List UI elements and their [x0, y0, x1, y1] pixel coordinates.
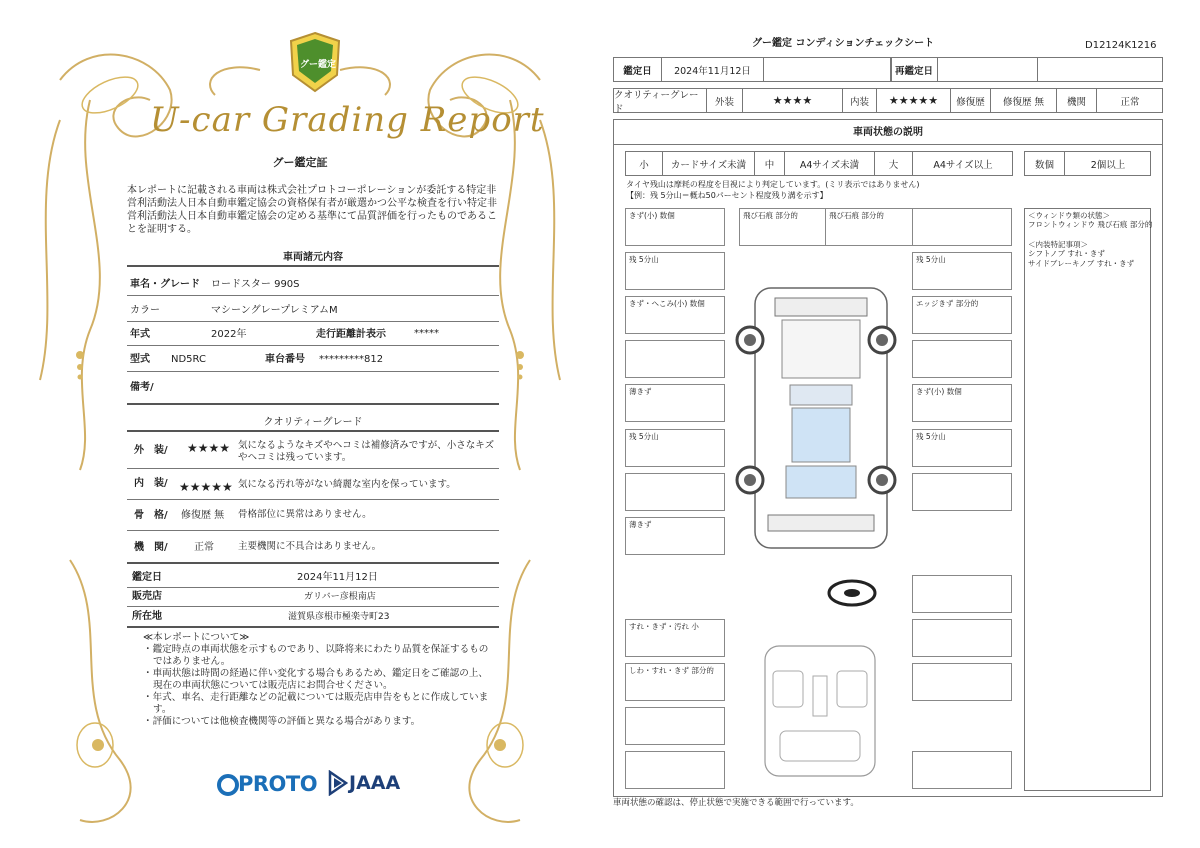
document-id: D12124K1216	[1085, 40, 1157, 51]
count-desc: 2個以上	[1090, 159, 1126, 171]
jaaa-logo-text: JAAA	[349, 772, 401, 794]
tire-note: タイヤ残山は摩耗の程度を目視により判定しています。(ミリ表示ではありません)	[626, 180, 920, 189]
interior-damage-box	[625, 707, 725, 745]
color-value: マシーングレープレミアムM	[211, 305, 338, 316]
exterior-damage-box	[912, 208, 1012, 246]
engine-label: 機 関/	[134, 542, 168, 553]
car-top-view-diagram	[720, 240, 920, 560]
size-mid-desc: A4サイズ未満	[785, 152, 875, 175]
divider	[127, 371, 499, 372]
sheet-footer: 車両状態の確認は、停止状態で実施できる範囲で行っています。	[613, 798, 859, 808]
dealer-label: 販売店	[132, 591, 162, 602]
notes-title: ≪本レポートについて≫	[143, 632, 250, 643]
exterior-damage-box: 残 5分山	[625, 429, 725, 467]
size-large: 大	[875, 152, 913, 175]
exterior-damage-box: きず(小) 数個	[625, 208, 725, 246]
int-label: 内装	[843, 89, 877, 112]
exterior-damage-box: きず・へこみ(小) 数個	[625, 296, 725, 334]
size-small: 小	[626, 152, 663, 175]
date-label: 鑑定日	[614, 58, 662, 81]
divider	[127, 530, 499, 531]
proto-logo-text: PROTO	[238, 772, 318, 796]
year-value: 2022年	[211, 329, 247, 340]
divider	[127, 295, 499, 296]
exterior-damage-box: 飛び石痕 部分的	[825, 208, 925, 246]
divider	[127, 626, 499, 628]
car-interior-diagram	[755, 636, 885, 786]
chassis-value: *********812	[319, 354, 384, 365]
quality-label: クオリティーグレード	[614, 89, 707, 112]
steering-wheel-icon	[826, 578, 878, 608]
repair-label: 修復歴	[951, 89, 991, 112]
interior-damage-box	[912, 751, 1012, 789]
divider	[127, 562, 499, 564]
spec-section-title: 車両諸元内容	[283, 252, 343, 263]
divider	[127, 468, 499, 469]
quality-row	[613, 88, 1163, 113]
ext-label: 外装	[707, 89, 743, 112]
int-stars: ★★★★★	[877, 89, 951, 112]
appraisal-date-label: 鑑定日	[132, 572, 162, 583]
ext-stars: ★★★★	[743, 89, 843, 112]
window-note-title: ＜ウィンドウ類の状態＞	[1028, 211, 1111, 220]
tire-example: 【例：残 5分山＝概ね50パーセント程度残り溝を示す】	[626, 191, 828, 200]
year-label: 年式	[130, 329, 150, 340]
engine-label: 機関	[1057, 89, 1097, 112]
exterior-label: 外 装/	[134, 445, 168, 456]
divider	[127, 345, 499, 346]
divider	[614, 144, 1162, 145]
exterior-damage-box	[912, 473, 1012, 511]
size-small-desc: カードサイズ未満	[663, 152, 755, 175]
count-legend	[1024, 151, 1151, 176]
report-script-title: U-car Grading Report	[150, 100, 545, 140]
mileage-value: *****	[414, 328, 439, 339]
appraisal-date-value: 2024年11月12日	[297, 572, 378, 583]
exterior-stars: ★★★★	[187, 441, 231, 455]
exterior-damage-box: きず(小) 数個	[912, 384, 1012, 422]
size-legend	[625, 151, 1013, 176]
car-name-label: 車名・グレード	[130, 279, 200, 290]
exterior-damage-box: 薄きず	[625, 517, 725, 555]
interior-damage-box	[912, 619, 1012, 657]
engine-value: 正常	[194, 542, 214, 553]
sheet-title: グー鑑定 コンディションチェックシート	[752, 38, 935, 49]
blank-cell	[764, 58, 892, 81]
frame-value: 修復歴 無	[181, 510, 225, 521]
address-label: 所在地	[132, 611, 162, 622]
window-note: フロントウィンドウ 飛び石痕 部分的	[1028, 220, 1153, 230]
mileage-label: 走行距離計表示	[316, 329, 386, 340]
interior-damage-box	[912, 575, 1012, 613]
redate-value	[938, 58, 1038, 81]
note-item: ・鑑定時点の車両状態を示すものであり、以降将来にわたり品質を保証するものではありません。	[143, 643, 489, 667]
model-value: ND5RC	[171, 354, 206, 365]
car-name-value: ロードスター 990S	[211, 279, 300, 290]
proto-logo-icon	[217, 774, 239, 796]
frame-description: 骨格部位に異常はありません。	[238, 509, 372, 520]
size-large-desc: A4サイズ以上	[933, 159, 993, 171]
size-mid: 中	[755, 152, 785, 175]
address-value: 滋賀県彦根市極楽寺町23	[288, 612, 390, 622]
exterior-damage-box: 薄きず	[625, 384, 725, 422]
note-item: ・車両状態は時間の経過に伴い変化する場合もあるため、鑑定日をご確認の上、現在の車両状態については販売店にお問合せください。	[143, 667, 488, 691]
interior-damage-box	[912, 663, 1012, 701]
divider	[127, 265, 499, 267]
side-notes	[1024, 208, 1151, 791]
divider	[127, 321, 499, 322]
divider	[127, 499, 499, 500]
model-label: 型式	[130, 354, 150, 365]
exterior-damage-box: 残 5分山	[912, 252, 1012, 290]
date-row	[613, 57, 1163, 82]
jaaa-logo-icon	[328, 770, 348, 796]
spacer	[1028, 230, 1147, 240]
badge-label: グー鑑定	[300, 60, 337, 70]
interior-damage-box: しわ・すれ・きず 部分的	[625, 663, 725, 701]
divider	[127, 587, 499, 588]
frame-label: 骨 格/	[134, 510, 168, 521]
note-item: ・年式、車名、走行距離などの記載については販売店申告をもとに作成しています。	[143, 691, 489, 715]
quality-section-title: クオリティーグレード	[263, 417, 363, 428]
note-item: ・評価については他検査機関等の評価と異なる場合があります。	[143, 715, 421, 727]
interior-note: シフトノブ すれ・きず	[1028, 249, 1105, 259]
interior-label: 内 装/	[134, 478, 168, 489]
certificate-intro: 本レポートに記載される車両は株式会社プロトコーポレーションが委託する特定非営利活動法人日本自動車鑑定協会の資格保有者が厳選かつ公平な検査を行い特定非営利活動法人日本自動車鑑定協会の定める基準にて品質評価を行ったものであることを証明する。	[127, 185, 497, 235]
interior-note: サイドブレーキノブ すれ・きず	[1028, 258, 1135, 268]
exterior-damage-box	[625, 473, 725, 511]
dealer-value: ガリバー彦根南店	[304, 592, 376, 602]
divider	[127, 606, 499, 607]
divider	[127, 403, 499, 405]
engine-description: 主要機関に不具合はありません。	[238, 541, 382, 552]
remarks-label: 備考/	[130, 382, 154, 393]
interior-damage-box	[625, 751, 725, 789]
date-value: 2024年11月12日	[662, 58, 764, 81]
exterior-damage-box: 残 5分山	[625, 252, 725, 290]
exterior-damage-box	[625, 340, 725, 378]
interior-damage-box: すれ・きず・汚れ 小	[625, 619, 725, 657]
exterior-damage-box: 残 5分山	[912, 429, 1012, 467]
report-notes	[143, 632, 493, 728]
count-label: 数個	[1025, 152, 1065, 175]
condition-title: 車両状態の説明	[853, 127, 923, 138]
chassis-label: 車台番号	[265, 354, 305, 365]
interior-stars: ★★★★★	[179, 480, 233, 494]
exterior-damage-box: 飛び石痕 部分的	[739, 208, 839, 246]
repair-value: 修復歴 無	[991, 89, 1057, 112]
certificate-heading: グー鑑定証	[272, 156, 328, 169]
exterior-damage-box	[912, 340, 1012, 378]
color-label: カラー	[130, 305, 160, 316]
interior-description: 気になる汚れ等がない綺麗な室内を保っています。	[238, 479, 456, 490]
exterior-description: 気になるようなキズやヘコミは補修済みですが、小さなキズやヘコミは残っています。	[238, 440, 495, 464]
divider	[127, 430, 499, 432]
interior-note-title: ＜内装特記事項＞	[1028, 239, 1088, 249]
exterior-damage-box: エッジきず 部分的	[912, 296, 1012, 334]
redate-label: 再鑑定日	[890, 58, 938, 81]
engine-value: 正常	[1120, 96, 1140, 108]
